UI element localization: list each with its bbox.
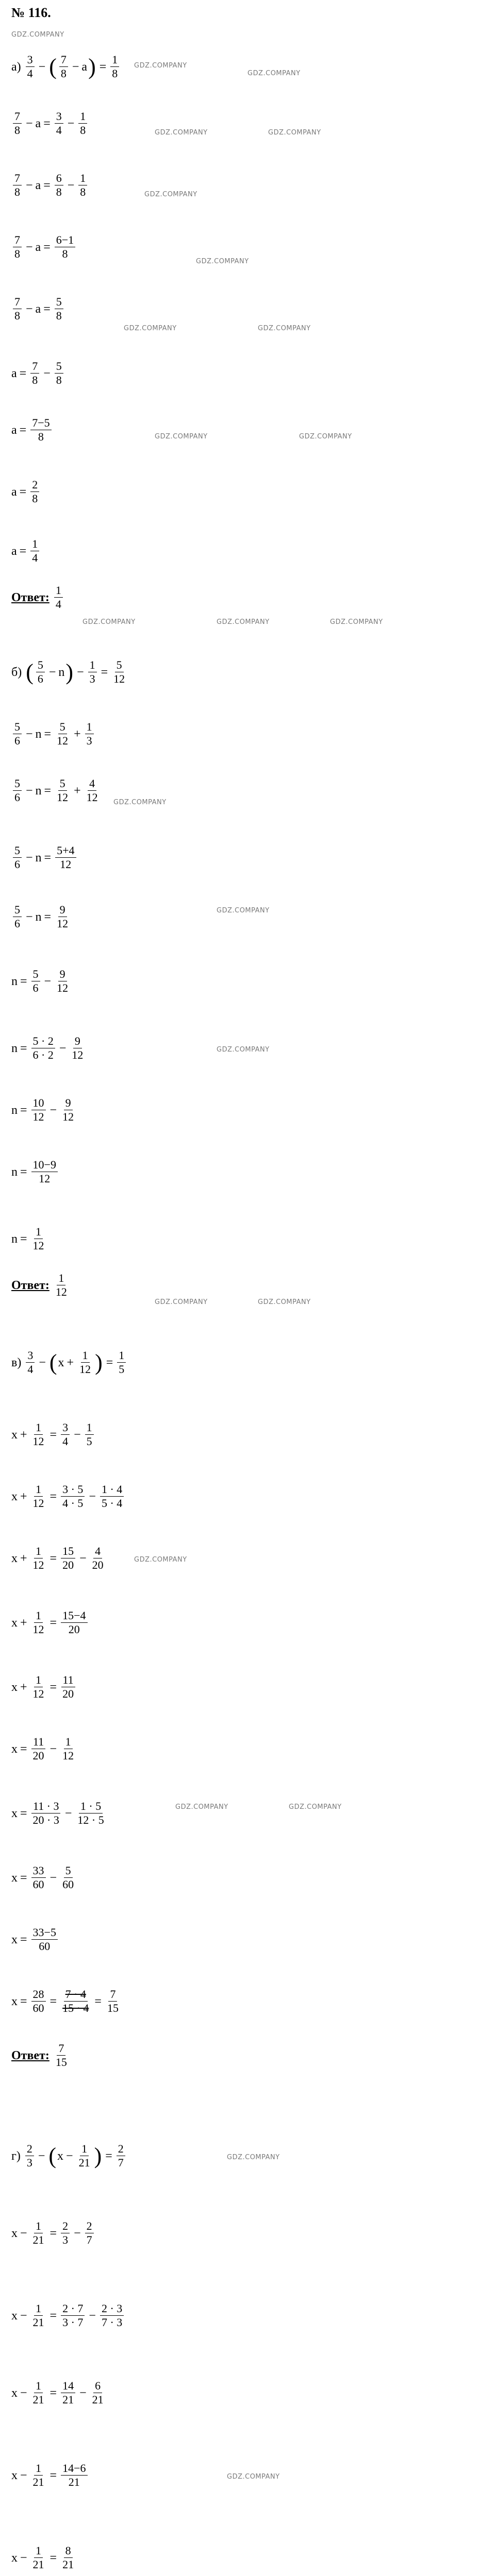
part-b-label: б) — [11, 665, 22, 679]
watermark: GDZ.COMPANY — [330, 618, 383, 626]
part-g-line-2: x − $\frac{1}{21}$ = $\frac{2}{3}$ − $\frac{2}{7}$ — [11, 2221, 95, 2246]
part-b-answer: Ответ: $\frac{1}{12}$ — [11, 1272, 67, 1298]
part-b-line-4: $\frac{5}{6}$ − n = $\frac{5+4}{12}$ — [11, 845, 78, 870]
part-a-line-6: a = $\frac{7}{8}$ − $\frac{5}{8}$ — [11, 361, 65, 386]
watermark: GDZ.COMPANY — [227, 2154, 280, 2161]
part-v-line-6: x + $\frac{1}{12}$ = $\frac{11}{20}$ — [11, 1674, 77, 1700]
fraction: $\frac{1}{8}$ — [110, 54, 119, 79]
part-a-answer — [11, 585, 64, 610]
watermark: GDZ.COMPANY — [155, 433, 208, 440]
watermark: GDZ.COMPANY — [113, 799, 167, 806]
part-b-line-5: $\frac{5}{6}$ − n = $\frac{9}{12}$ — [11, 904, 71, 929]
part-v-line-8: x = $\frac{11 \cdot 3}{20 \cdot 3}$ − $\frac{1 \cdot 5}{12 \cdot 5}$ — [11, 1800, 104, 1826]
part-a-line-9: a = $\frac{1}{4}$ — [11, 538, 41, 564]
part-a-line-3: $\frac{7}{8}$ − a = $\frac{6}{8}$ − $\frac{1}{8}$ — [11, 173, 89, 198]
watermark: GDZ.COMPANY — [144, 191, 197, 198]
part-b-line-3: $\frac{5}{6}$ − n = $\frac{5}{12}$ + $\frac{4}{12}$ — [11, 778, 101, 803]
answer-fraction: $\frac{1}{4}$ — [54, 585, 63, 610]
watermark: GDZ.COMPANY — [258, 325, 311, 332]
part-b-line-1: б) ( $\frac{5}{6}$ − n ) − $\frac{1}{3}$ = $\frac{5}{12}$ — [11, 658, 125, 685]
part-a-line-7: a = $\frac{7-5}{8}$ — [11, 417, 53, 443]
part-b-line-8: n = $\frac{10}{12}$ − $\frac{9}{12}$ — [11, 1096, 74, 1123]
part-a-line-2: $\frac{7}{8}$ − a = $\frac{3}{4}$ − $\frac{1}{8}$ — [11, 111, 89, 136]
watermark: GDZ.COMPANY — [289, 1803, 342, 1811]
watermark: GDZ.COMPANY — [155, 129, 208, 137]
part-b-line-10: n = $\frac{1}{12}$ — [11, 1225, 44, 1252]
part-a-line-1: а) $\frac{3}{4}$ − ( $\frac{7}{8}$ − a ) = $\frac{1}{8}$ — [11, 54, 121, 79]
part-b-line-6: n = $\frac{5}{6}$ − $\frac{9}{12}$ — [11, 968, 69, 994]
part-a-label: а) — [11, 60, 21, 74]
watermark: GDZ.COMPANY — [134, 62, 187, 70]
watermark: GDZ.COMPANY — [175, 1803, 228, 1811]
part-v-answer: Ответ: $\frac{7}{15}$ — [11, 2042, 67, 2069]
part-g-line-3: x − $\frac{1}{21}$ = $\frac{2 \cdot 7}{3 \cdot 7}$ − $\frac{2 \cdot 3}{7 \cdot 3}$ — [11, 2303, 125, 2328]
part-v-line-1: в) $\frac{3}{4}$ − ( x + $\frac{1}{12}$ ) = $\frac{1}{5}$ — [11, 1350, 127, 1375]
problem-title: № 116. — [11, 5, 51, 20]
part-v-line-3: x + $\frac{1}{12}$ = $\frac{3 \cdot 5}{4 \cdot 5}$ − $\frac{1 \cdot 4}{5 \cdot 4}$ — [11, 1484, 125, 1509]
watermark: GDZ.COMPANY — [196, 258, 249, 265]
watermark: GDZ.COMPANY — [82, 618, 136, 626]
watermark: GDZ.COMPANY — [299, 433, 352, 440]
part-v-line-2: x + $\frac{1}{12}$ = $\frac{3}{4}$ − $\frac{1}{5}$ — [11, 1422, 95, 1447]
part-v-label: в) — [11, 1355, 22, 1369]
watermark: GDZ.COMPANY — [217, 1046, 270, 1054]
watermark: GDZ.COMPANY — [134, 1556, 187, 1564]
part-v-line-11: x = $\frac{28}{60}$ = $\frac{7 \cdot 4}{15 \cdot 4}$ = $\frac{7}{15}$ — [11, 1988, 119, 2014]
fraction: $\frac{3}{4}$ — [26, 54, 35, 79]
watermark: GDZ.COMPANY — [227, 2473, 280, 2481]
watermark: GDZ.COMPANY — [268, 129, 321, 137]
part-a-line-5: $\frac{7}{8}$ − a = $\frac{5}{8}$ — [11, 296, 65, 321]
part-g-line-4: x − $\frac{1}{21}$ = $\frac{14}{21}$ − $\frac{6}{21}$ — [11, 2379, 104, 2406]
part-v-line-4: x + $\frac{1}{12}$ = $\frac{15}{20}$ − $\frac{4}{20}$ — [11, 1545, 104, 1571]
part-b-line-2: $\frac{5}{6}$ − n = $\frac{5}{12}$ + $\frac{1}{3}$ — [11, 721, 95, 747]
watermark: GDZ.COMPANY — [155, 1298, 208, 1306]
part-g-line-1: г) $\frac{2}{3}$ − ( x − $\frac{1}{21}$ ) = $\frac{2}{7}$ — [11, 2143, 127, 2168]
part-a-line-4: $\frac{7}{8}$ − a = $\frac{6-1}{8}$ — [11, 234, 77, 260]
part-v-line-10: x = $\frac{33-5}{60}$ — [11, 1927, 59, 1952]
part-g-label: г) — [11, 2149, 21, 2163]
part-v-line-9: x = $\frac{33}{60}$ − $\frac{5}{60}$ — [11, 1864, 74, 1891]
watermark: GDZ.COMPANY — [258, 1298, 311, 1306]
watermark: GDZ.COMPANY — [124, 325, 177, 332]
answer-label: Ответ: — [11, 590, 49, 604]
watermark: GDZ.COMPANY — [217, 618, 270, 626]
part-b-line-9: n = $\frac{10-9}{12}$ — [11, 1159, 59, 1184]
part-g-line-5: x − $\frac{1}{21}$ = $\frac{14-6}{21}$ — [11, 2463, 89, 2488]
part-a-line-8: a = $\frac{2}{8}$ — [11, 479, 41, 504]
watermark: GDZ.COMPANY — [247, 70, 301, 77]
watermark: GDZ.COMPANY — [11, 31, 64, 39]
part-g-line-6: x − $\frac{1}{21}$ = $\frac{8}{21}$ — [11, 2544, 74, 2571]
watermark: GDZ.COMPANY — [217, 907, 270, 914]
part-v-line-5: x + $\frac{1}{12}$ = $\frac{15-4}{20}$ — [11, 1610, 89, 1635]
fraction: $\frac{7}{8}$ — [59, 54, 68, 79]
part-v-line-7: x = $\frac{11}{20}$ − $\frac{1}{12}$ — [11, 1735, 74, 1762]
part-b-line-7: n = $\frac{5 \cdot 2}{6 \cdot 2}$ − $\frac{9}{12}$ — [11, 1035, 84, 1061]
